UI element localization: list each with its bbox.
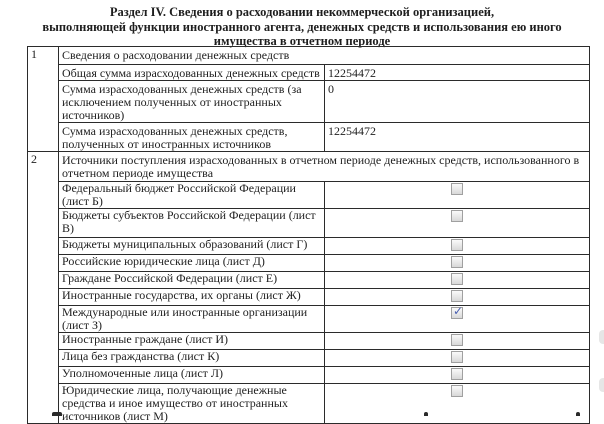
source-label: Международные или иностранные организации (лист З)	[59, 306, 325, 333]
source-label: Иностранные граждане (лист И)	[59, 333, 325, 350]
table-row	[28, 65, 590, 81]
table-row	[28, 384, 590, 424]
next-heading-cutoff	[0, 410, 604, 416]
table-row	[28, 209, 590, 238]
table-row	[28, 289, 590, 306]
source-checkbox-ru-legal[interactable]	[451, 256, 463, 268]
section1-header-row	[28, 47, 590, 65]
section-title-line2: выполняющей функции иностранного агента, денежных средств и использования ею иного имущества в отчетном периоде	[42, 20, 562, 48]
source-label: Российские юридические лица (лист Д)	[59, 255, 325, 272]
scroll-edge-marker	[599, 330, 604, 344]
source-checkbox-ru-citizens[interactable]	[451, 273, 463, 285]
total-spent-value: 12254472	[325, 65, 590, 81]
source-checkbox-stateless[interactable]	[451, 351, 463, 363]
spent-excl-foreign-value: 0	[325, 81, 590, 123]
total-spent-label: Общая сумма израсходованных денежных средств	[59, 65, 325, 81]
source-checkbox-foreign-states[interactable]	[451, 290, 463, 302]
source-checkbox-federal[interactable]	[451, 183, 463, 195]
source-checkbox-regional[interactable]	[451, 210, 463, 222]
table-row	[28, 182, 590, 209]
source-label: Юридические лица, получающие денежные средства и иное имущество от иностранных источников (лист М)	[59, 384, 325, 424]
source-checkbox-international[interactable]	[451, 307, 463, 319]
table-row	[28, 306, 590, 333]
table-row	[28, 238, 590, 255]
section2-header-row	[28, 152, 590, 182]
spent-foreign-value: 12254472	[325, 123, 590, 152]
source-label: Граждане Российской Федерации (лист Е)	[59, 272, 325, 289]
source-label: Уполномоченные лица (лист Л)	[59, 367, 325, 384]
source-checkbox-foreign-citizens[interactable]	[451, 334, 463, 346]
source-label: Иностранные государства, их органы (лист Ж)	[59, 289, 325, 306]
table-row	[28, 350, 590, 367]
source-checkbox-municipal[interactable]	[451, 239, 463, 251]
expenditure-form-table	[27, 46, 590, 424]
table-row	[28, 123, 590, 152]
scroll-edge-marker	[599, 378, 604, 392]
section1-number: 1	[28, 47, 59, 152]
section1-heading: Сведения о расходовании денежных средств	[59, 47, 590, 65]
source-label: Бюджеты муниципальных образований (лист Г)	[59, 238, 325, 255]
spent-foreign-label: Сумма израсходованных денежных средств, полученных от иностранных источников	[59, 123, 325, 152]
source-label: Федеральный бюджет Российской Федерации (лист Б)	[59, 182, 325, 209]
section-title-line1: Раздел IV. Сведения о расходовании некоммерческой организацией,	[109, 5, 495, 19]
spent-excl-foreign-label: Сумма израсходованных денежных средств (за исключением полученных от иностранных источников)	[59, 81, 325, 123]
table-row	[28, 333, 590, 350]
section2-heading: Источники поступления израсходованных в отчетном периоде денежных средств, использованного в отчетном периоде имущества	[59, 152, 590, 182]
source-checkbox-legal-foreign-funded[interactable]	[451, 385, 463, 397]
source-label: Бюджеты субъектов Российской Федерации (лист В)	[59, 209, 325, 238]
table-row	[28, 81, 590, 123]
table-row	[28, 255, 590, 272]
table-row	[28, 272, 590, 289]
table-row	[28, 367, 590, 384]
source-label: Лица без гражданства (лист К)	[59, 350, 325, 367]
section2-number: 2	[28, 152, 59, 424]
source-checkbox-authorized[interactable]	[451, 368, 463, 380]
